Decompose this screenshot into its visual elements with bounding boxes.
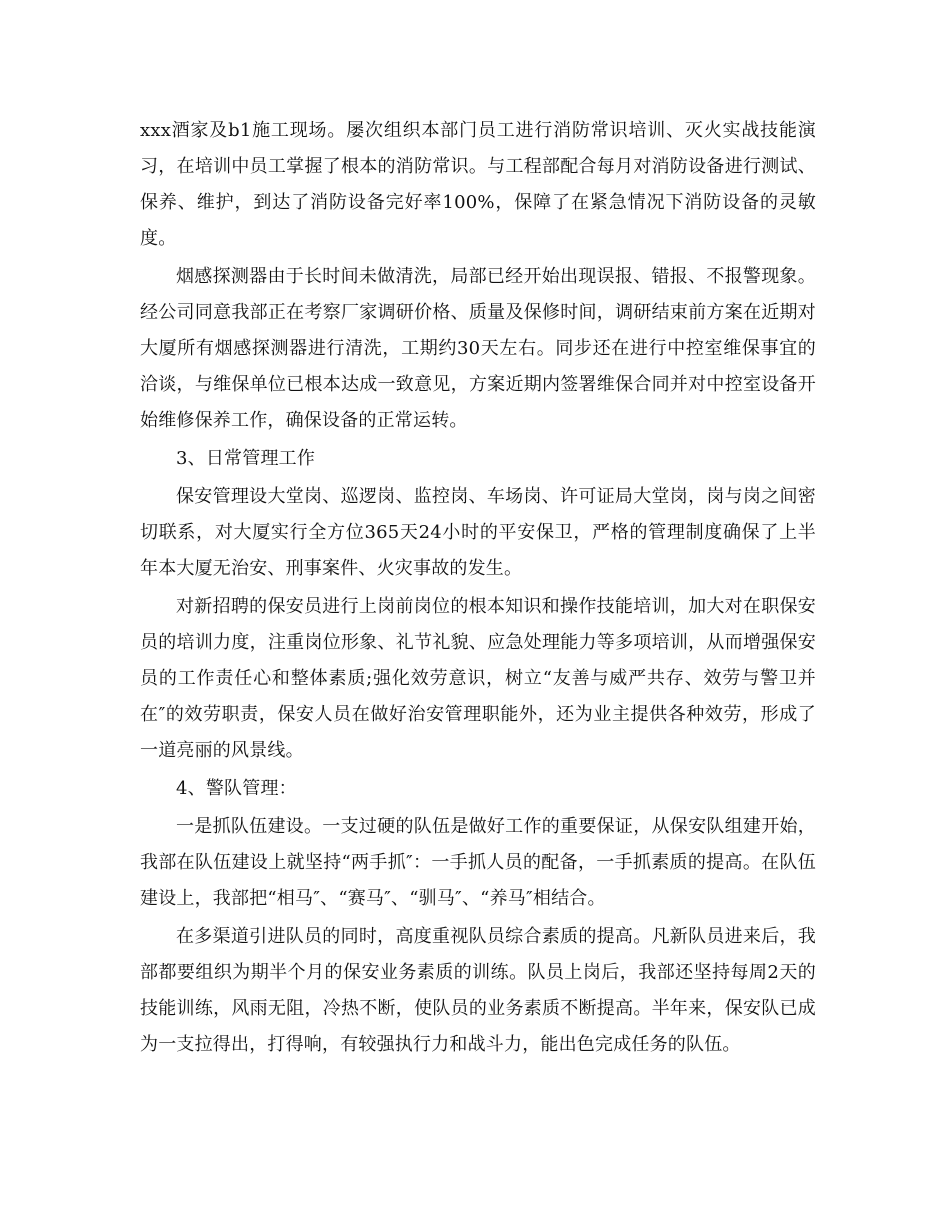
paragraph-team-building: 一是抓队伍建设。一支过硬的队伍是做好工作的重要保证，从保安队组建开始，我部在队伍建设上就坚持“两手抓″：一手抓人员的配备，一手抓素质的提高。在队伍建设上，我部把“相马″、“赛马″、“驯马″、“养马″相结合。 xyxy=(140,816,816,909)
section-heading-daily-management: 3、日常管理工作 xyxy=(176,448,316,469)
paragraph-smoke-detector: 烟感探测器由于长时间未做清洗，局部已经开始出现误报、错报、不报警现象。经公司同意我部正在考察厂家调研价格、质量及保修时间，调研结束前方案在近期对大厦所有烟感探测器进行清洗，工期约30天左右。同步还在进行中控室维保事宜的洽谈，与维保单位已根本达成一致意见，方案近期内签署维保合同并对中控室设备开始维修保养工作，确保设备的正常运转。 xyxy=(140,266,816,431)
paragraph-security-posts: 保安管理设大堂岗、巡逻岗、监控岗、车场岗、许可证局大堂岗，岗与岗之间密切联系，对大厦实行全方位365天24小时的平安保卫，严格的管理制度确保了上半年本大厦无治安、刑事案件、火灾事故的发生。 xyxy=(140,486,816,579)
paragraph-team-quality: 在多渠道引进队员的同时，高度重视队员综合素质的提高。凡新队员进来后，我部都要组织为期半个月的保安业务素质的训练。队员上岗后，我部还坚持每周2天的技能训练，风雨无阻，冷热不断，使队员的业务素质不断提高。半年来，保安队已成为一支拉得出，打得响，有较强执行力和战斗力，能出色完成任务的队伍。 xyxy=(140,926,816,1055)
document-body xyxy=(140,113,816,1065)
paragraph-guard-training: 对新招聘的保安员进行上岗前岗位的根本知识和操作技能培训，加大对在职保安员的培训力度，注重岗位形象、礼节礼貌、应急处理能力等多项培训，从而增强保安员的工作责任心和整体素质;强化效劳意识，树立“友善与威严共存、效劳与警卫并在″的效劳职责，保安人员在做好治安管理职能外，还为业主提供各种效劳，形成了一道亮丽的风景线。 xyxy=(140,596,816,761)
section-heading-team-management: 4、警队管理： xyxy=(176,778,297,799)
paragraph-fire-training: xxx酒家及b1施工现场。屡次组织本部门员工进行消防常识培训、灭火实战技能演习，在培训中员工掌握了根本的消防常识。与工程部配合每月对消防设备进行测试、保养、维护，到达了消防设备完好率100%，保障了在紧急情况下消防设备的灵敏度。 xyxy=(140,120,816,249)
